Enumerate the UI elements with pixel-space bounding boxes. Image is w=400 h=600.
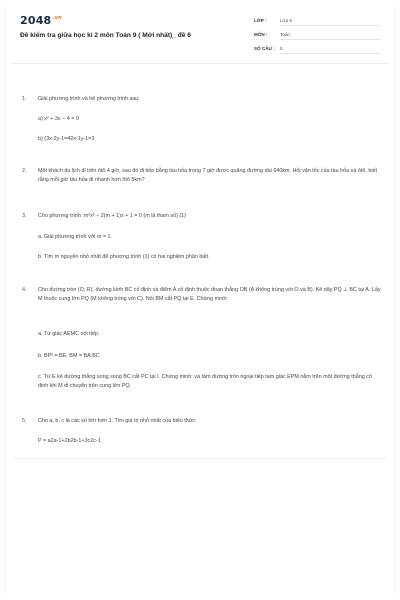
exam-title: Đề kiểm tra giữa học kì 2 môn Toán 9 ( Mới nhất)_ đề 6 xyxy=(20,32,191,39)
meta-underline xyxy=(280,39,380,40)
question-4-part-b: b. BP² = BE. BM = BA.BC xyxy=(38,353,100,359)
meta-class-value: Lớp 9 xyxy=(280,18,292,23)
question-text: Giải phương trình và hệ phương trình sau: xyxy=(38,96,140,102)
question-number: 1. xyxy=(22,96,27,102)
question-text: Cho a, b, c là các số lớn hơn 1. Tìm giá trị nhỏ nhất của biểu thức: xyxy=(38,418,197,424)
question-4-part-a: a. Tứ giác AEMC nội tiếp xyxy=(38,331,98,337)
question-2 xyxy=(22,167,382,184)
question-number: 3. xyxy=(22,213,27,219)
question-text: Cho phương trình: m²x² − 2(m + 1)x + 1 = 0 (m là tham số) (1) xyxy=(38,213,186,219)
meta-subject-label: MÔN : xyxy=(254,32,268,37)
meta-class-label: LỚP : xyxy=(254,18,267,23)
logo-text: 2048 xyxy=(20,14,52,27)
question-number: 2. xyxy=(22,168,27,174)
question-1-part-b: b) (3x-2y-1=42x-1y-1=3 xyxy=(38,136,95,142)
site-logo[interactable] xyxy=(20,14,62,27)
question-3-part-b: b. Tìm m nguyên nhỏ nhất để phương trình (1) có hai nghiệm phân biệt. xyxy=(38,254,210,260)
question-text: Cho đường tròn (O; R), đường kính BC cố định và điểm A cố định thuộc đoạn thẳng OB (A không trùng với O và B). Kẻ dây PQ ⊥ BC tại A. Lấy M thuộc cung lớn PQ (M không trùng với C). Nối BM cắt PQ tại E. Chứng minh: xyxy=(38,287,381,302)
page-border-right xyxy=(395,6,396,594)
logo-suffix: .vn xyxy=(52,15,62,22)
content-end-divider xyxy=(12,458,388,459)
question-1 xyxy=(22,95,382,104)
question-4-part-c: c. Từ E kẻ đường thẳng song song BC cắt PC tại I. Chứng minh: và tâm đường tròn ngoại tiếp tam giác EPM nằm trên một đường thẳng cố định khi M di chuyển trên cung lớn PQ. xyxy=(38,374,372,389)
question-number: 4. xyxy=(22,287,27,293)
question-4 xyxy=(22,286,382,303)
question-text: Một khách du lịch đi trên ôtô 4 giờ, sau đó đi tiếp bằng tàu hỏa trong 7 giờ được quãng đường dài 640km. Hỏi vận tốc của tàu hỏa và ôtô, biết rằng mỗi giờ tàu hỏa đi nhanh hơn ôtô 5km? xyxy=(38,168,378,183)
page-border-left xyxy=(4,6,5,594)
meta-count-label: SỐ CÂU : xyxy=(254,46,275,51)
question-number: 5. xyxy=(22,418,27,424)
meta-count-value: 5 xyxy=(280,46,283,51)
meta-underline xyxy=(280,53,380,54)
question-3 xyxy=(22,212,382,221)
question-5 xyxy=(22,417,382,426)
question-5-expression: P = a2a-1+2b2b-1+3c2c-1 . xyxy=(38,438,104,444)
question-1-part-a: a) x² + 3x − 4 = 0 xyxy=(38,116,79,122)
meta-underline xyxy=(280,25,380,26)
meta-subject-value: Toán xyxy=(280,32,290,37)
question-3-part-a: a. Giải phương trình với m = 1. xyxy=(38,234,113,240)
header-divider xyxy=(12,63,388,64)
